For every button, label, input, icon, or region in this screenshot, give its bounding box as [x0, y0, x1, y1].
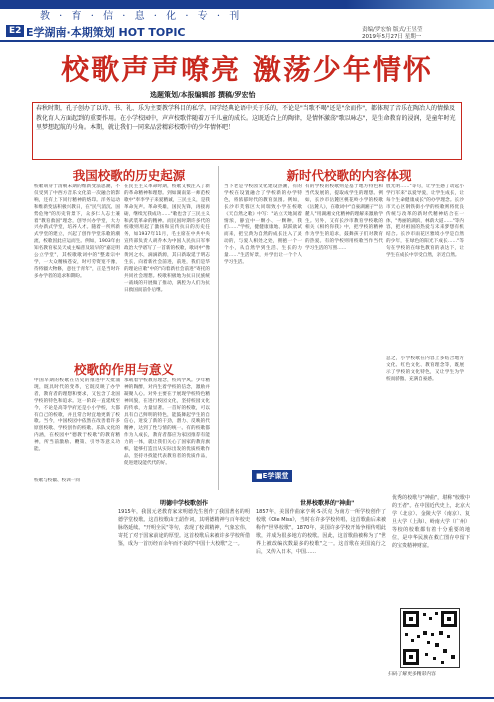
song2-title: 世界校歌界的"神曲" [300, 500, 355, 507]
new-era-text-col2: 有的学校的校歌则是基于地方特色和当代发展的，提取成学生的理想。例如，长沙市岳麓区桃花岭小学的校歌《岳麓人》，在歌词中"自豪湖湘子""岳麓人"用湖湘文化精神的理解来激励学生。另外，又有长沙市教育学校歌的相关《相约你我》中，把学校的精神作为学生的追求，鼓舞孩子们对教育的热爱。有的学校则用校歌当作当代学习生活的写照…… [305, 184, 383, 252]
masthead-divider [0, 40, 494, 42]
song3-text: 优秀的校歌与"神曲"，堪称"校歌中的王者"。在中国近代史上，北京大学（北京）、金陵大学（南京）、复旦大学（上海）、岭南大学（广州）等校的校歌都有着十分重要的地位，是中华民族在救亡图存中留下的宝贵精神财富。 [392, 495, 470, 549]
page-number-badge: E2 [6, 25, 24, 37]
e-lesson-label: ■E学课堂 [252, 470, 292, 482]
heading-new-era: 新时代校歌的内容体现 [286, 168, 412, 183]
song2-text: 1857年，美国作曲家亨利·S·沃克 为南方一所学校创作了校歌《Ole Miss》，当时在许多学校传唱，这首歌曲后来被称作"世界校歌"。1870年，美国许多学校开始争相传唱此歌，并成为很多地方的校歌。因此，这首歌曲被称为了"世界上被改编次数最多的校歌"之一。这首歌在美国流行之后，又传入日本，中国…… [256, 509, 386, 555]
song1-text: 1915年，我国元老教育家宋明德先生创作了我国著名的明德学堂校歌。这首校歌由王韶作词，其明德精神与百年校史脉络延续。"开明全民"等句，表现了校训精神，气象宏伟，寄托了对于国家前途的厚望。这首校歌后来被许多学校所借鉴，成为一首历经百余年而不衰的"中国十大校歌"之一。 [118, 509, 250, 547]
new-era-text-col3: 放光明……"等句，让学生感了动起小学行军来"以爱导爱，让学生成长，让每个生命健康成长"的办学理念。长沙市天心区钢铁街小学的校歌则将优良传统与改革的新时代精神结合在一体，"秀丽的湖滨，林荫大道……"等内容，把对祖国的热爱与未来梦想有机结合。长沙市雨花区雅境小学是自然的少年，在绿色的阳光下成长……"等句在学校的在绿色教育的表达下，让学生在成长中享受自然，亲近自然。 [386, 184, 464, 259]
function-text-col2: 承载着学校教育理念，校风学风。少年精神的陶醉，对内生着学校的信念，激励并凝聚人心。对外主要在于展现学校特色精神风貌，在进行校园文化，坚持校园文化的传承，力量显著。一首好的校歌，可以具有自己鲜明的特色，能鼓舞起学生的自信心，迸发了新的干劲，潜力、反映的代精神，达到了性与情的统一。有的校歌都作为人成长，教育者都应为家园推荐有能力的一体，就让我们关心了国家的教育旗帜，能够打造出从实际出发的优质校歌作品，坚持寻找能代表教育者的优质作品，促进建设能代代的好。 [124, 378, 210, 466]
heading-history: 我国校歌的历史起源 [72, 168, 186, 183]
byline: 选题策划/本报编辑部 撰稿/罗宏怡 [150, 91, 256, 99]
qr-caption: 扫码了解更多精彩内容 [388, 672, 436, 677]
column-divider [218, 166, 219, 490]
new-era-text-col1: 当下老是今校园文化建设热潮，有的学校在设置融合了学校新的办学特色，将浓郁时代的教育氛围。例如，长沙市芙蓉区大同瑞致小学在校歌《天自然之歌》中写："站立天地间着情浓，静宜中一颗小、一颗种，我们……"学校，健健康康地、跃跃欲试而来，把宝典为自然的成长注入了灵动的，与爱人相处之处，拥抱一个一个小，从自然学到生活、生长的力量……"生活好景，并学出让一个个人学习生活。 [224, 184, 302, 265]
heading-function: 校歌的作用与意义 [73, 362, 174, 377]
section-title: E学湖南·本期策划 HOT TOPIC [26, 26, 186, 39]
new-era-text-col3b: 总之，小学校歌在内容上多结合地方文化、红色文化、教育理念等，既展示了学校的文化特色，又让学生为学校而骄傲、充满自豪感。 [386, 356, 464, 382]
date-line: 2019年5月27日 星期一 [362, 34, 422, 40]
qr-code[interactable] [400, 608, 460, 668]
qr-code-icon [401, 609, 459, 667]
function-text-col1: 中国早期的校歌在历史的推进中大批涌现，既具时代的变革，它既反映了办学者，教育者的理想和要求，又包含了北国学校的特色和追求。这一阶段一直延续至今，不论是高等学府还是小小学校，大都有自己的校歌，并且常合时宜地更新了校歌。当今，中国校园中依然在改善着许多原创校歌、学校创作的校歌、乐队文化的内涵，在校园中"德教于校歌"的教育精神，所当前激励、鞭策、引导等意义功能。 [34, 378, 120, 453]
history-text-col2: 在民主主义革命时期，校歌又被注入了新的革命精神和理想。到如湖南第一师范校歌中"奉李学子来爱精诚，三民主义，是我革命先声。革命英雄，国民先锋，再接再砺，继续光我成功……"歌也含了三民主义和武装革命的精神。而民国时期许多代的校歌则用起了激扬和宣传抗日的历史任务，如1937年11月，毛主席在中共中央宣传部负责人胡乔木为中国人民抗日军事政治大学谱写了一首新的校歌，歌词中"像黄河之水，滴滴新源，其日新取延于明志生长，向着新社会前进，前进，我们是华的理论应歌"中的"向着新社会前进"寄托的共同社会理想。校歌积极地为抗日民族统一战线的开展做了推动，满腔为人们为抗日救国而前仆后继。 [124, 184, 210, 293]
masthead-title: 教 · 育 · 信 · 息 · 化 · 专 · 刊 [40, 11, 243, 22]
function-text-tail: 校歌与校徽、校训一同 [34, 478, 80, 483]
main-headline: 校歌声声嘹亮 激荡少年情怀 [61, 53, 433, 86]
editors-line: 责编/罗宏怡 版式/王昱莹 [362, 27, 423, 33]
bottom-rule [0, 697, 494, 699]
song1-title: 明德中学校歌创作 [160, 500, 209, 507]
history-text-col1: 校歌萌芽于清朝末期的维新变法思潮，不仅受到了中西方音乐文化第一次融合的影响，还有上下同行精神的烙印。洋务运动和维新变法积极兴教日，在"民气消沉、国势危殆"的历史背景下，众多仁人志士兼着"教育救国"理念，创导兴办学堂，大力兴办新式学堂，培养人才。随着一所所新式学堂的建立，兴起了创作学堂乐歌的潮流，校歌因此应运而生。例如，1903年由知名教育家吴天成主编普及较早的"嘉定明公立学堂"，其校歌歌词中的"整肃宗中学，一大众精核苍安，时可劳资宽不豫，待将疆大物修，意往于青年"，正是当时许多办学者的追求和期盼。 [34, 184, 120, 279]
lead-text: 春秋时期，孔子创办了以诗、书、礼、乐为主要教学科目的私学。国学经典论语中关于乐的，不论是"当歌不喝"还是"余而作"，都体现了音乐在陶冶人的情操及教化育人方面起到的重要作用。在小学校园中，声声校歌伴随着万千儿童的成长。这既适合上的陶律，是情怀激荡"歌以咏志"，是生命教育的浸润，是童年时光里梦想起航的号角。本期，就让我们一同来品尝精彩校歌中的少年情怀吧！ [36, 105, 456, 132]
